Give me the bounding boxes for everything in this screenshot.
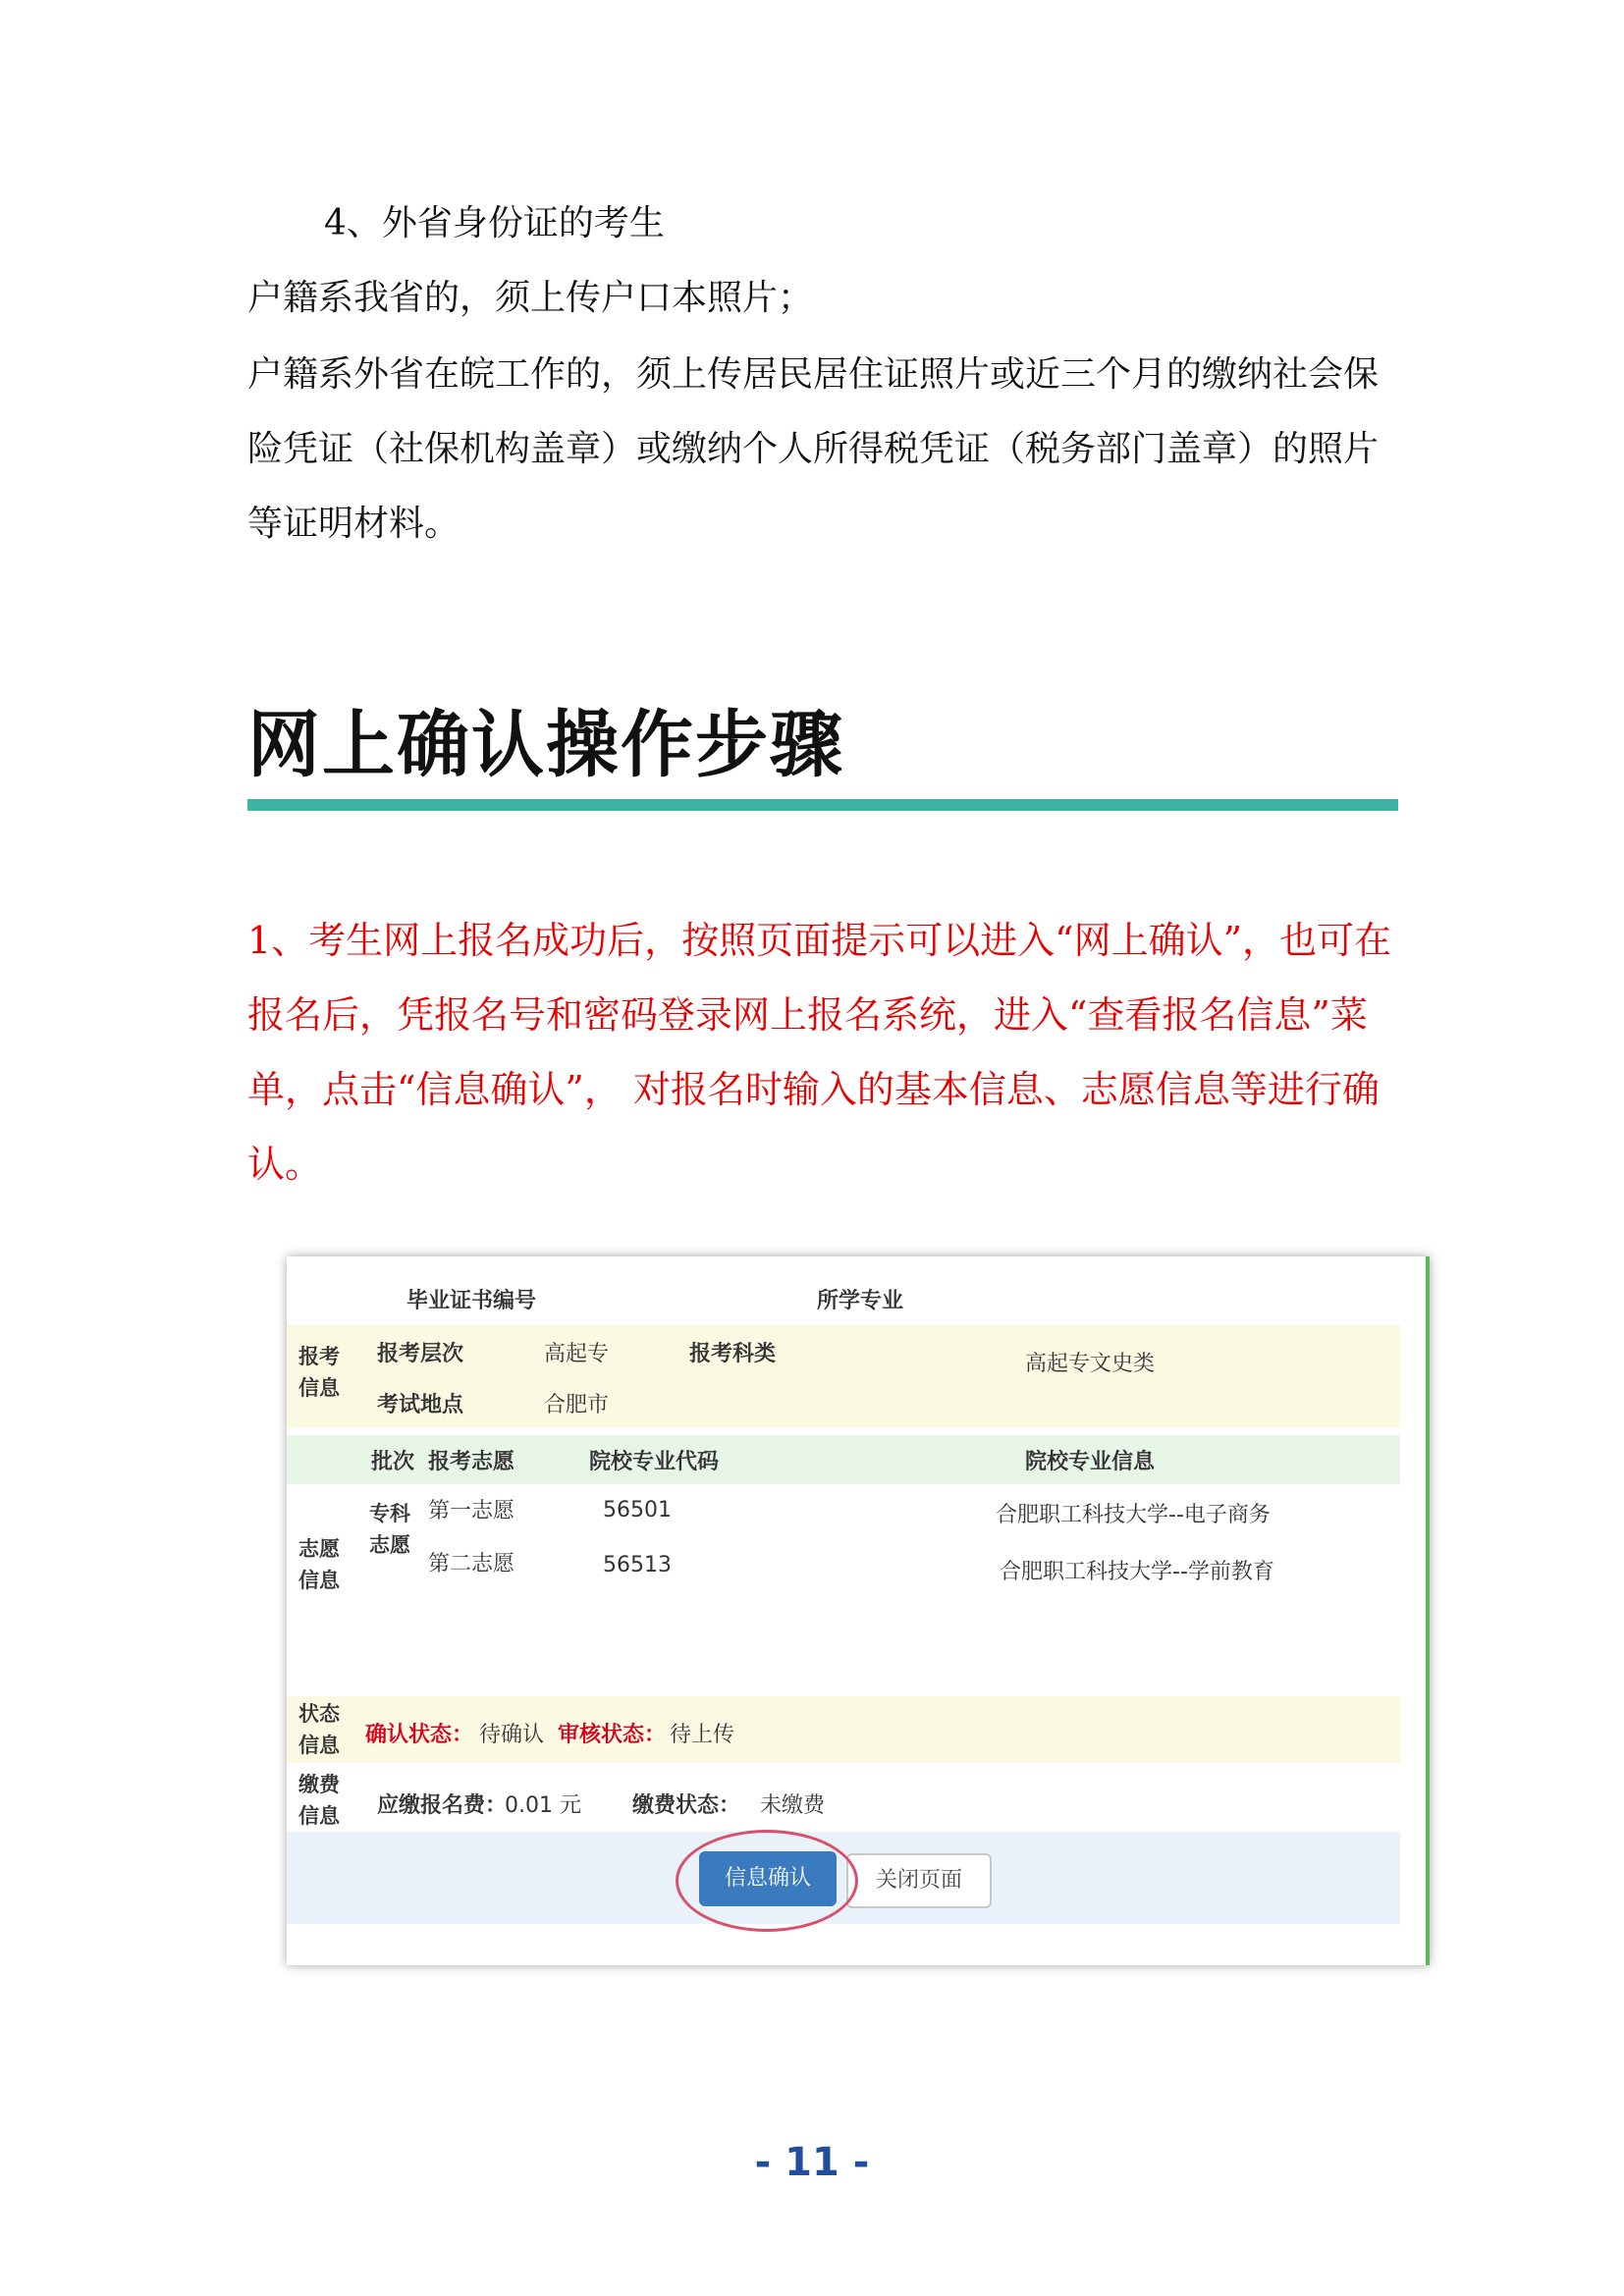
exam-location-label: 考试地点 bbox=[377, 1393, 464, 1417]
row2-code: 56513 bbox=[603, 1553, 672, 1577]
row2-info: 合肥职工科技大学--学前教育 bbox=[1000, 1560, 1274, 1584]
row1-info: 合肥职工科技大学--电子商务 bbox=[996, 1503, 1271, 1527]
status-info-side-label: 状态信息 bbox=[298, 1702, 340, 1757]
section-divider bbox=[247, 799, 1398, 811]
cert-number-label: 毕业证书编号 bbox=[406, 1289, 537, 1313]
paragraph-hukou: 户籍系我省的，须上传户口本照片； bbox=[247, 278, 814, 318]
header-code: 院校专业代码 bbox=[589, 1450, 720, 1474]
review-status-label: 审核状态： bbox=[558, 1723, 667, 1747]
pay-status-label: 缴费状态： bbox=[632, 1793, 741, 1818]
item-heading: 4、外省身份证的考生 bbox=[324, 203, 665, 243]
confirm-status-value: 待确认 bbox=[479, 1723, 545, 1747]
exam-subject-label: 报考科类 bbox=[689, 1342, 777, 1366]
exam-level-value: 高起专 bbox=[544, 1342, 610, 1366]
header-choice: 报考志愿 bbox=[428, 1450, 515, 1474]
exam-subject-value: 高起专文史类 bbox=[1025, 1352, 1156, 1376]
header-batch: 批次 bbox=[371, 1450, 415, 1474]
close-page-button[interactable]: 关闭页面 bbox=[846, 1853, 992, 1908]
fee-value: 0.01 元 bbox=[505, 1793, 581, 1818]
fee-label: 应缴报名费： bbox=[377, 1793, 508, 1818]
volunteer-info-side-label: 志愿信息 bbox=[298, 1537, 340, 1592]
exam-location-value: 合肥市 bbox=[544, 1393, 610, 1417]
review-status-value: 待上传 bbox=[670, 1723, 735, 1747]
batch-value: 专科志愿 bbox=[369, 1502, 410, 1557]
row1-code: 56501 bbox=[603, 1498, 672, 1522]
section-title: 网上确认操作步骤 bbox=[247, 703, 844, 787]
pay-status-value: 未缴费 bbox=[760, 1793, 826, 1818]
exam-info-side-label: 报考信息 bbox=[298, 1345, 340, 1400]
exam-level-label: 报考层次 bbox=[377, 1342, 464, 1366]
major-label: 所学专业 bbox=[817, 1289, 904, 1313]
step-1-text: 1、考生网上报名成功后，按照页面提示可以进入“网上确认”，也可在报名后，凭报名号和密码登录网上报名系统，进入“查看报名信息”菜单，点击“信息确认”， 对报名时输入的基本信息、志愿信息等进行确认。 bbox=[247, 919, 1392, 1186]
page-number: - 11 - bbox=[754, 2140, 870, 2185]
confirm-status-label: 确认状态： bbox=[365, 1723, 474, 1747]
row1-choice: 第一志愿 bbox=[428, 1499, 515, 1523]
row2-choice: 第二志愿 bbox=[428, 1552, 515, 1576]
confirmation-screenshot bbox=[287, 1256, 1430, 1965]
highlight-circle bbox=[676, 1830, 858, 1932]
paragraph-other-province: 户籍系外省在皖工作的，须上传居民居住证照片或近三个月的缴纳社会保险凭证（社保机构盖章）或缴纳个人所得税凭证（税务部门盖章）的照片等证明材料。 bbox=[247, 354, 1380, 544]
header-info: 院校专业信息 bbox=[1025, 1450, 1156, 1474]
fee-info-side-label: 缴费信息 bbox=[298, 1773, 340, 1828]
info-confirm-button[interactable]: 信息确认 bbox=[699, 1851, 837, 1906]
